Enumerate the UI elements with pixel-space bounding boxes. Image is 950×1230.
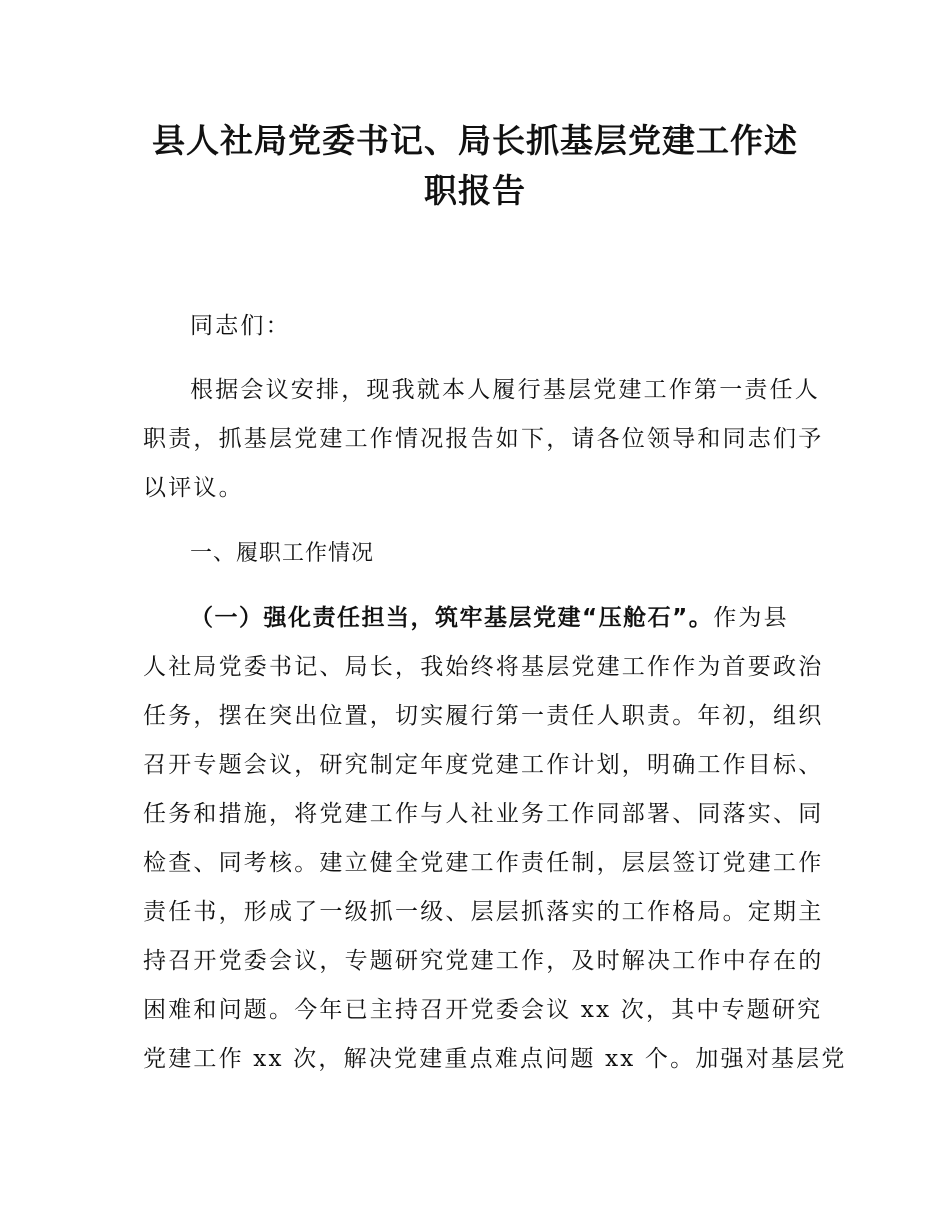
- subsection-1-line-7: 责任书，形成了一级抓一级、层层抓落实的工作格局。定期主: [143, 899, 824, 925]
- subsection-1-first-line: [143, 603, 857, 633]
- title-line-2: 职报告: [424, 171, 526, 210]
- subsection-1-line-1: 作为县: [713, 605, 789, 631]
- subsection-1-line-2: 人社局党委书记、局长，我始终将基层党建工作作为首要政治: [143, 654, 824, 680]
- document-title: [140, 116, 810, 216]
- salutation: 同志们：: [190, 313, 291, 339]
- subsection-heading-1: （一）强化责任担当，筑牢基层党建“压舱石”。: [190, 605, 714, 631]
- section-heading-1: 一、履职工作情况: [190, 541, 375, 566]
- subsection-1-line-9: 困难和问题。今年已主持召开党委会议 xx 次，其中专题研究: [143, 997, 823, 1023]
- intro-line-1: 根据会议安排，现我就本人履行基层党建工作第一责任人: [190, 377, 820, 403]
- title-line-1: 县人社局党委书记、局长抓基层党建工作述: [152, 121, 798, 160]
- subsection-1-line-6: 检查、同考核。建立健全党建工作责任制，层层签订党建工作: [143, 850, 824, 876]
- subsection-1-line-3: 任务，摆在突出位置，切实履行第一责任人职责。年初，组织: [143, 703, 824, 729]
- subsection-1-line-10: 党建工作 xx 次，解决党建重点难点问题 xx 个。加强对基层党: [143, 1046, 847, 1072]
- subsection-1-line-4: 召开专题会议，研究制定年度党建工作计划，明确工作目标、: [143, 752, 824, 778]
- intro-line-3: 以评议。: [143, 475, 244, 501]
- subsection-1-line-8: 持召开党委会议，专题研究党建工作，及时解决工作中存在的: [143, 948, 824, 974]
- subsection-1-line-5: 任务和措施，将党建工作与人社业务工作同部署、同落实、同: [143, 801, 824, 827]
- intro-line-2: 职责，抓基层党建工作情况报告如下，请各位领导和同志们予: [143, 426, 824, 452]
